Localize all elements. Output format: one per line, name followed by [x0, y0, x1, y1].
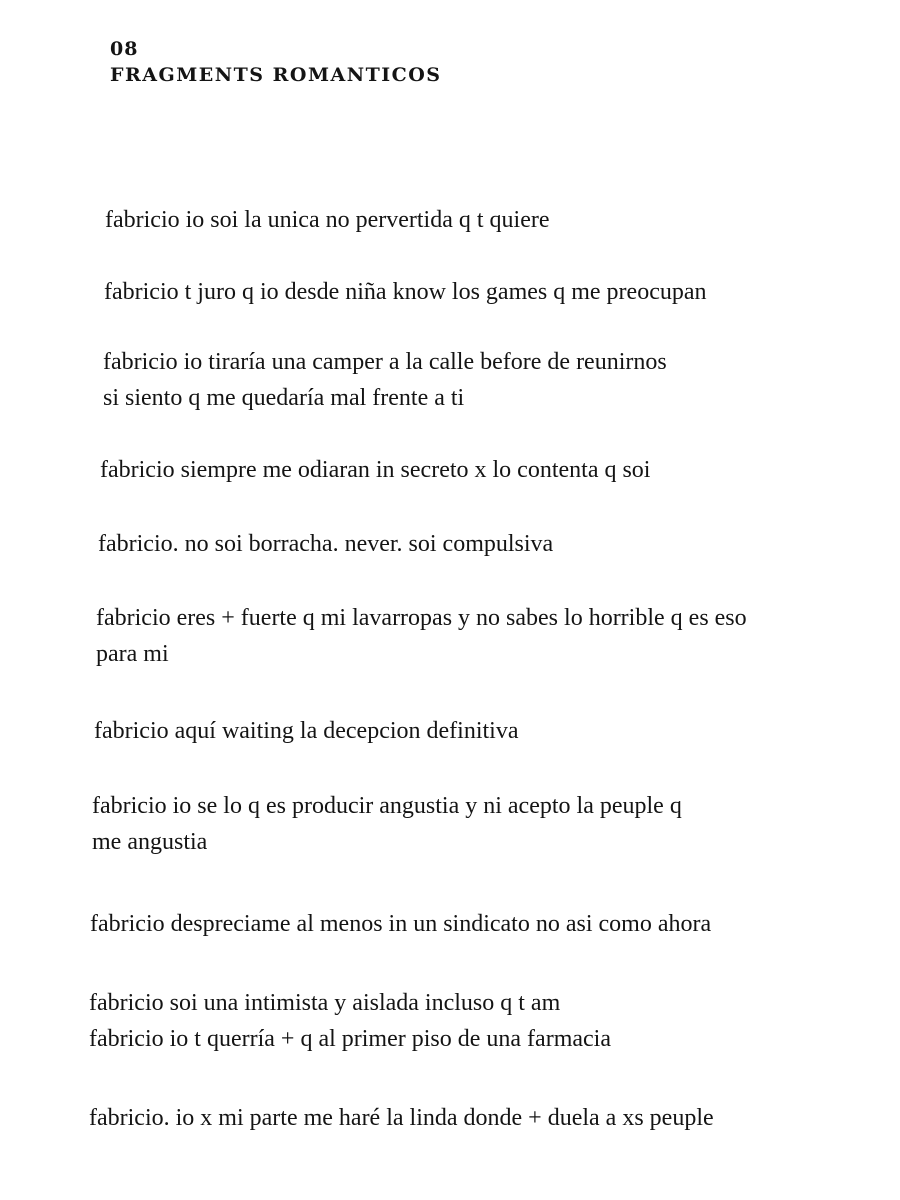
poem-line: fabricio io se lo q es producir angustia y ni acepto la peuple q [92, 793, 682, 819]
poem-line: para mi [96, 641, 169, 667]
poem-line: fabricio eres + fuerte q mi lavarropas y no sabes lo horrible q es eso [96, 605, 747, 631]
poem-line: fabricio siempre me odiaran in secreto x lo contenta q soi [100, 457, 651, 483]
stanza-4 [100, 452, 650, 488]
poem-line: fabricio io soi la unica no pervertida q t quiere [105, 207, 550, 233]
stanza-5 [98, 526, 553, 562]
stanza-7 [94, 713, 519, 749]
poem-line: si siento q me quedaría mal frente a ti [103, 385, 465, 411]
poem-line: fabricio soi una intimista y aislada incluso q t am [89, 990, 561, 1016]
poem-line: fabricio despreciame al menos in un sindicato no asi como ahora [90, 911, 712, 937]
poem-line: fabricio io t querría + q al primer piso de una farmacia [89, 1026, 611, 1052]
stanza-11 [89, 1100, 714, 1136]
stanza-3 [103, 344, 667, 416]
poem-line: fabricio aquí waiting la decepcion definitiva [94, 718, 519, 744]
stanza-9 [90, 906, 711, 942]
stanza-1 [105, 202, 550, 238]
poem-line: fabricio io tiraría una camper a la calle before de reunirnos [103, 349, 667, 375]
page-number: 08 [110, 38, 139, 60]
stanza-2 [104, 274, 707, 310]
stanza-6 [96, 600, 747, 672]
page-header [110, 36, 442, 88]
poem-line: fabricio t juro q io desde niña know los games q me preocupan [104, 279, 707, 305]
poem-line: fabricio. io x mi parte me haré la linda donde + duela a xs peuple [89, 1105, 714, 1131]
stanza-8 [92, 788, 682, 860]
poem-line: fabricio. no soi borracha. never. soi compulsiva [98, 531, 554, 557]
section-title: FRAGMENTS ROMANTICOS [110, 64, 442, 86]
poem-line: me angustia [92, 829, 208, 855]
stanza-10 [89, 985, 611, 1057]
